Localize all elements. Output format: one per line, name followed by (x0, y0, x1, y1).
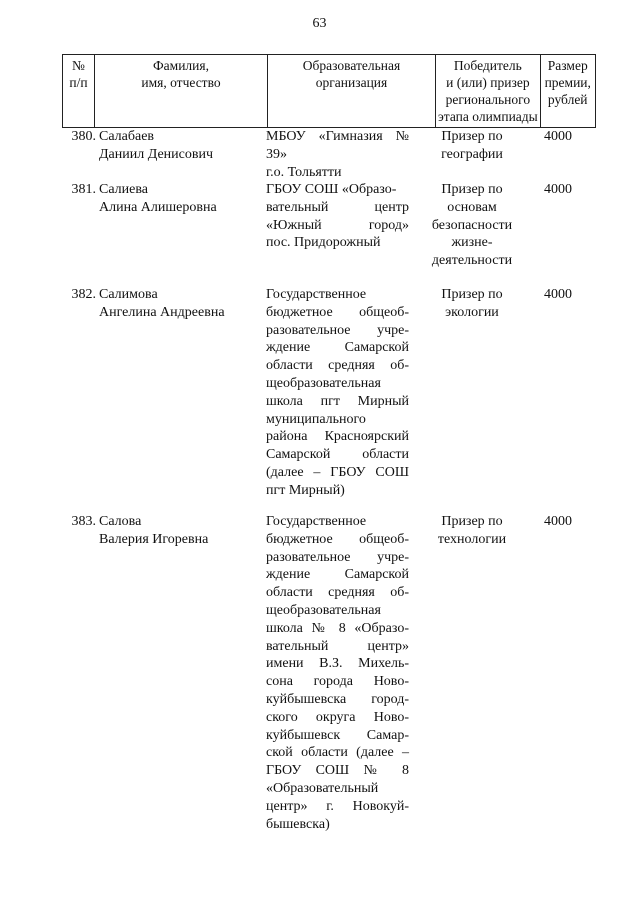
org-line: сона города Ново- (266, 674, 409, 690)
header-number (63, 55, 95, 128)
org-line: бюджетное общеоб- (266, 531, 409, 547)
row-number: 382. (71, 287, 96, 302)
org-line: пгт Мирный) (266, 482, 345, 498)
winner-line: жизне- (451, 235, 493, 251)
name-line: Даниил Денисович (99, 146, 214, 162)
org-line: (далее – ГБОУ СОШ (266, 464, 409, 480)
org-line: пос. Придорожный (266, 235, 381, 251)
name-line: Алина Алишеровна (99, 199, 217, 215)
org-line: Государственное (266, 287, 367, 302)
header-line: Фамилия, (153, 58, 209, 73)
org-line: школа пгт Мирный (266, 393, 409, 409)
org-line: Государственное (266, 514, 367, 529)
winner-line: безопасности (431, 217, 513, 233)
row-number: 380. (71, 129, 96, 144)
org-line: муниципального (266, 411, 366, 427)
row-winner (420, 513, 524, 549)
header-line: этапа олимпиады (438, 109, 538, 124)
header-line: Победитель (453, 58, 522, 73)
winner-line: Призер по (441, 287, 503, 302)
name-line: Ангелина Андреевна (99, 304, 225, 320)
header-prize (540, 55, 595, 128)
org-line: ГБОУ СОШ «Образо- (266, 182, 397, 197)
row-organization (266, 128, 409, 181)
row-number: 383. (71, 514, 96, 529)
table-header (62, 54, 596, 128)
winner-line: Призер по (441, 182, 503, 197)
header-line: премии, (544, 75, 591, 90)
org-line: куйбышевск Самар- (266, 727, 409, 743)
header-line: регионального (445, 92, 531, 107)
row-name (99, 286, 259, 322)
header-line: № (72, 58, 85, 73)
row-organization (266, 286, 409, 500)
row-winner (420, 181, 524, 270)
name-line: Салимова (99, 287, 158, 302)
name-line: Салова (99, 514, 142, 529)
header-organization (268, 55, 436, 128)
name-line: Салиева (99, 182, 149, 197)
winner-line: деятельности (431, 253, 513, 269)
winner-line: географии (441, 146, 503, 162)
org-line: области средняя об- (266, 585, 409, 601)
org-line: куйбышевска город- (266, 691, 409, 707)
winner-line: Призер по (441, 129, 503, 144)
row-name (99, 181, 259, 217)
org-line: ГБОУ СОШ № 8 (266, 763, 409, 779)
winner-line: основам (447, 199, 497, 215)
row-winner (420, 286, 524, 322)
org-line: Самарской области (266, 447, 409, 463)
header-line: имя, отчество (141, 75, 221, 90)
org-line: МБОУ «Гимназия № 39» (266, 129, 409, 162)
org-line: разовательное учре- (266, 322, 409, 338)
org-line: щеобразовательная (266, 375, 381, 391)
winner-line: экологии (445, 304, 499, 320)
header-line: и (или) призер (446, 75, 530, 90)
header-line: Образовательная (302, 58, 401, 73)
org-line: школа № 8 «Образо- (266, 620, 409, 636)
org-line: имени В.З. Михель- (266, 656, 409, 672)
row-prize: 4000 (544, 287, 572, 302)
header-line: п/п (69, 75, 88, 90)
row-prize: 4000 (544, 129, 572, 144)
org-line: ждение Самарской (266, 567, 409, 583)
org-line: «Южный город» (266, 217, 409, 233)
row-name (99, 128, 259, 164)
org-line: района Красноярский (266, 429, 409, 445)
row-name (99, 513, 259, 549)
org-line: бышевска) (266, 816, 330, 832)
page-number: 63 (312, 16, 327, 31)
header-line: Размер (547, 58, 588, 73)
org-line: щеобразовательная (266, 602, 381, 618)
header-line: организация (315, 75, 388, 90)
org-line: ского округа Ново- (266, 709, 409, 725)
row-winner (420, 128, 524, 164)
org-line: вательный центр» (266, 638, 409, 654)
row-prize: 4000 (544, 182, 572, 197)
org-line: разовательное учре- (266, 549, 409, 565)
row-organization (266, 181, 409, 252)
row-prize: 4000 (544, 514, 572, 529)
name-line: Салабаев (99, 129, 155, 144)
org-line: ждение Самарской (266, 340, 409, 356)
org-line: ской области (далее – (266, 745, 409, 761)
org-line: «Образовательный (266, 780, 379, 796)
org-line: г.о. Тольятти (266, 164, 342, 180)
winner-line: технологии (437, 531, 507, 547)
header-winner (436, 55, 541, 128)
org-line: вательный центр (266, 199, 409, 215)
name-line: Валерия Игоревна (99, 531, 209, 547)
org-line: бюджетное общеоб- (266, 304, 409, 320)
winner-line: Призер по (441, 514, 503, 529)
org-line: центр» г. Новокуй- (266, 798, 409, 814)
header-line: рублей (547, 92, 588, 107)
row-number: 381. (71, 182, 96, 197)
org-line: области средняя об- (266, 358, 409, 374)
row-organization (266, 513, 409, 833)
header-name (95, 55, 268, 128)
